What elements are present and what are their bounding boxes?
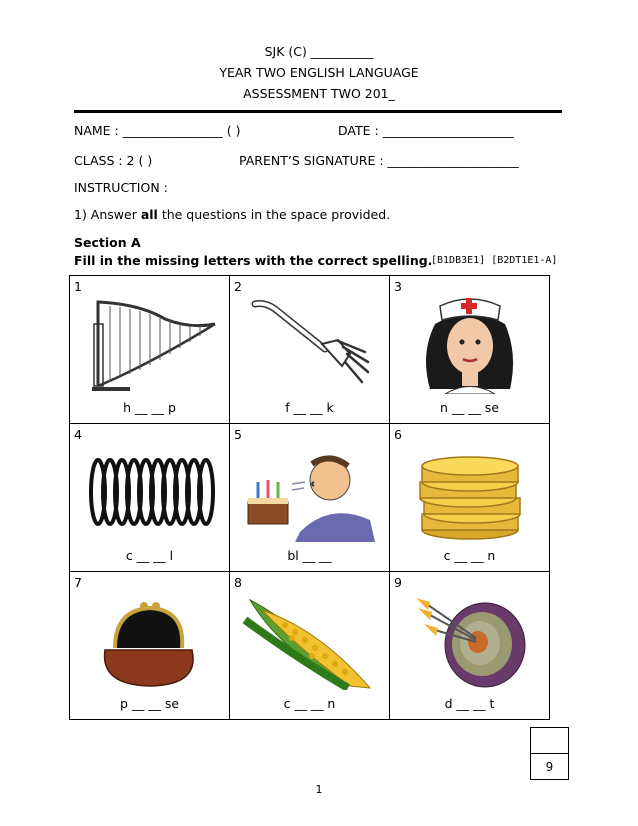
question-number: 8 — [234, 575, 242, 590]
question-cell — [390, 424, 550, 572]
name-field: NAME : ________________ ( ) — [74, 123, 241, 138]
question-number: 7 — [74, 575, 82, 590]
score-total: 9 — [545, 760, 554, 774]
instruction-bold: all — [140, 207, 158, 222]
missing-letters-word: p __ __ se — [119, 696, 180, 711]
blow-candles-icon — [230, 442, 389, 542]
question-cell — [390, 572, 550, 720]
question-number: 3 — [394, 279, 402, 294]
question-grid — [69, 275, 550, 720]
coins-icon — [390, 442, 549, 542]
corn-icon — [230, 590, 389, 690]
coil-icon — [70, 442, 229, 542]
missing-letters-word: c __ __ n — [283, 696, 336, 711]
missing-letters-word: c __ __ n — [443, 548, 496, 563]
instruction-suffix: the questions in the space provided. — [157, 207, 391, 222]
question-number: 9 — [394, 575, 402, 590]
date-field: DATE : _____________________ — [338, 123, 514, 138]
question-cell — [230, 276, 390, 424]
purse-icon — [70, 590, 229, 690]
class-field: CLASS : 2 ( ) — [74, 153, 153, 168]
header-divider — [74, 110, 562, 113]
harp-icon — [70, 294, 229, 394]
missing-letters-word: bl __ __ — [287, 548, 332, 563]
missing-letters-word: f __ __ k — [285, 400, 334, 415]
question-cell — [390, 276, 550, 424]
instruction-prefix: 1) Answer — [74, 207, 141, 222]
fork-icon — [230, 294, 389, 394]
question-number: 6 — [394, 427, 402, 442]
page-number: 1 — [315, 783, 323, 796]
instruction-item — [74, 207, 390, 222]
missing-letters-word: c __ __ l — [125, 548, 174, 563]
question-cell — [230, 424, 390, 572]
dartboard-icon — [390, 590, 549, 690]
section-title: Section A — [74, 235, 141, 250]
nurse-icon — [390, 294, 549, 394]
question-cell — [70, 424, 230, 572]
question-cell — [70, 572, 230, 720]
question-cell — [230, 572, 390, 720]
score-divider — [531, 753, 568, 754]
question-number: 1 — [74, 279, 82, 294]
parent-signature-field: PARENT’S SIGNATURE : _____________________ — [239, 153, 519, 168]
missing-letters-word: d __ __ t — [444, 696, 495, 711]
question-number: 5 — [234, 427, 242, 442]
score-box — [530, 727, 569, 780]
missing-letters-word: n __ __ se — [439, 400, 500, 415]
subject-line: YEAR TWO ENGLISH LANGUAGE — [219, 65, 419, 80]
section-codes: [B1DB3E1] [B2DT1E1-A] — [431, 255, 558, 266]
school-line: SJK (C) __________ — [264, 44, 374, 59]
section-task: Fill in the missing letters with the correct spelling. — [74, 253, 433, 268]
assessment-line: ASSESSMENT TWO 201_ — [243, 86, 395, 101]
question-number: 4 — [74, 427, 82, 442]
instruction-heading: INSTRUCTION : — [74, 180, 168, 195]
question-number: 2 — [234, 279, 242, 294]
question-cell — [70, 276, 230, 424]
missing-letters-word: h __ __ p — [123, 400, 176, 415]
